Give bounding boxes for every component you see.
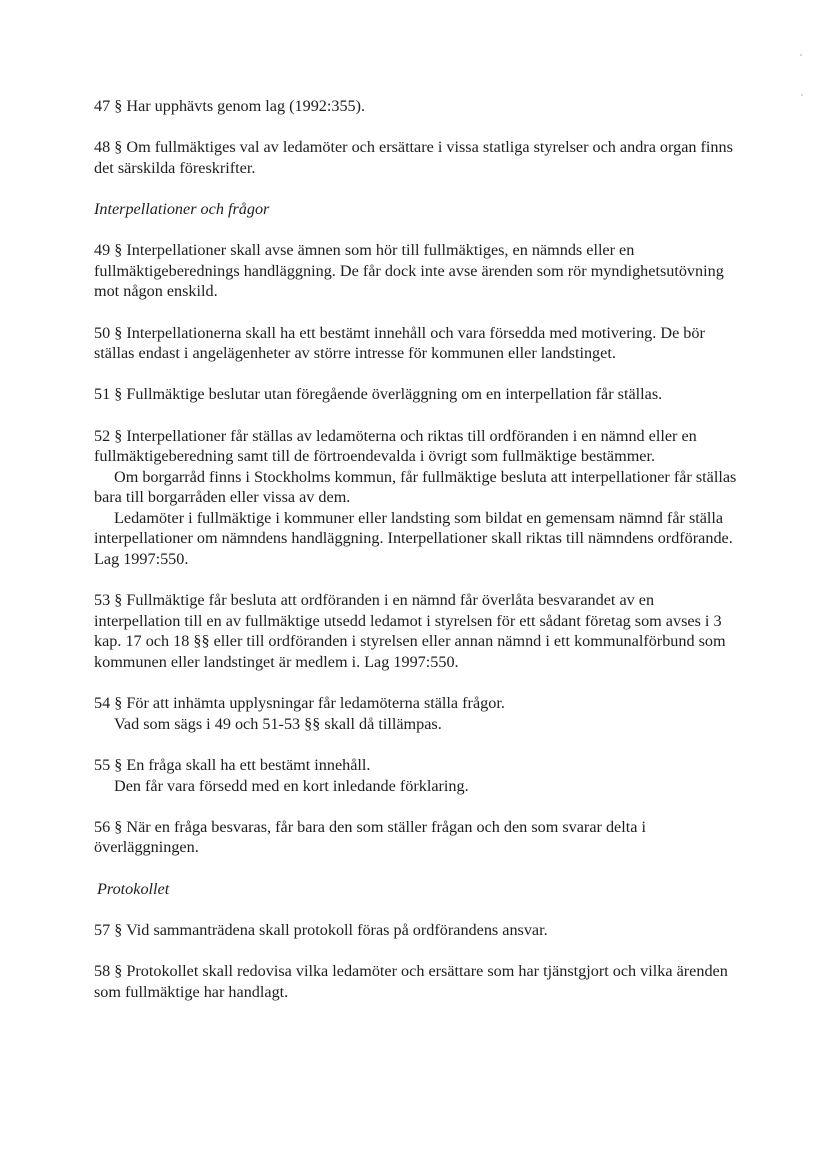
section-52-paragraph-2: Om borgarråd finns i Stockholms kommun, får fullmäktige besluta att interpellationer får ställas bara till borgarråden eller vissa av dem. (94, 467, 737, 507)
section-57 (94, 920, 744, 941)
section-52-text: 52 § Interpellationer får ställas av ledamöterna och riktas till ordföranden i en nämnd eller en fullmäktigeberedning samt till de förtroendevalda i övrigt som fullmäktige bestämmer. (94, 426, 697, 466)
section-48 (94, 137, 744, 178)
section-55-text: 55 § En fråga skall ha ett bestämt innehåll. (94, 756, 371, 774)
section-54 (94, 693, 744, 734)
section-54-paragraph-2: Vad som sägs i 49 och 51-53 §§ skall då tillämpas. (114, 714, 442, 733)
document-page (94, 96, 744, 1023)
heading-protokollet: Protokollet (97, 879, 170, 898)
section-50-text: 50 § Interpellationerna skall ha ett bestämt innehåll och vara försedda med motivering. De bör ställas endast i angelägenheter av större intresse för kommunen eller landstinget. (94, 323, 705, 363)
section-57-text: 57 § Vid sammanträdena skall protokoll föras på ordförandens ansvar. (94, 920, 548, 939)
section-56 (94, 817, 744, 858)
section-52 (94, 426, 744, 570)
section-50 (94, 323, 744, 364)
section-52-paragraph-3: Ledamöter i fullmäktige i kommuner eller landsting som bildat en gemensam nämnd får ställa interpellationer om nämndens handläggning. Interpellationer skall riktas till nämndens ordförande. Lag 1997:550. (94, 508, 733, 569)
section-47 (94, 96, 744, 117)
section-58 (94, 961, 744, 1002)
section-58-text: 58 § Protokollet skall redovisa vilka ledamöter och ersättare som har tjänstgjort och vilka ärenden som fullmäktige har handlagt. (94, 961, 728, 1001)
section-51 (94, 384, 744, 405)
section-54-text: 54 § För att inhämta upplysningar får ledamöterna ställa frågor. (94, 694, 505, 713)
heading-interpellationer-och-fragor: Interpellationer och frågor (94, 199, 270, 218)
section-55 (94, 755, 744, 796)
section-55-paragraph-2: Den får vara försedd med en kort inledande förklaring. (114, 776, 469, 795)
section-51-text: 51 § Fullmäktige beslutar utan föregående överläggning om en interpellation får ställas. (94, 385, 663, 404)
scan-speck (801, 94, 803, 96)
section-53-text: 53 § Fullmäktige får besluta att ordföranden i en nämnd får överlåta besvarandet av en interpellation till en av fullmäktige utsedd ledamot i styrelsen för ett sådant företag som avses i 3 kap. 17 och 18 §§ eller till ordföranden i styrelsen eller annan nämnd i ett kommunalförbund som kommunen eller landstinget är medlem i. Lag 1997:550. (94, 591, 726, 672)
scan-speck (800, 54, 802, 56)
section-49-text: 49 § Interpellationer skall avse ämnen som hör till fullmäktiges, en nämnds eller en fullmäktigeberednings handläggning. De får dock inte avse ärenden som rör myndighetsutövning mot någon enskild. (94, 241, 724, 301)
section-48-text: 48 § Om fullmäktiges val av ledamöter och ersättare i vissa statliga styrelser och andra organ finns det särskilda föreskrifter. (94, 138, 733, 177)
section-56-text: 56 § När en fråga besvaras, får bara den som ställer frågan och den som svarar delta i överläggningen. (94, 817, 646, 857)
section-53 (94, 590, 744, 672)
section-49 (94, 240, 744, 302)
section-47-text: 47 § Har upphävts genom lag (1992:355). (94, 97, 366, 115)
